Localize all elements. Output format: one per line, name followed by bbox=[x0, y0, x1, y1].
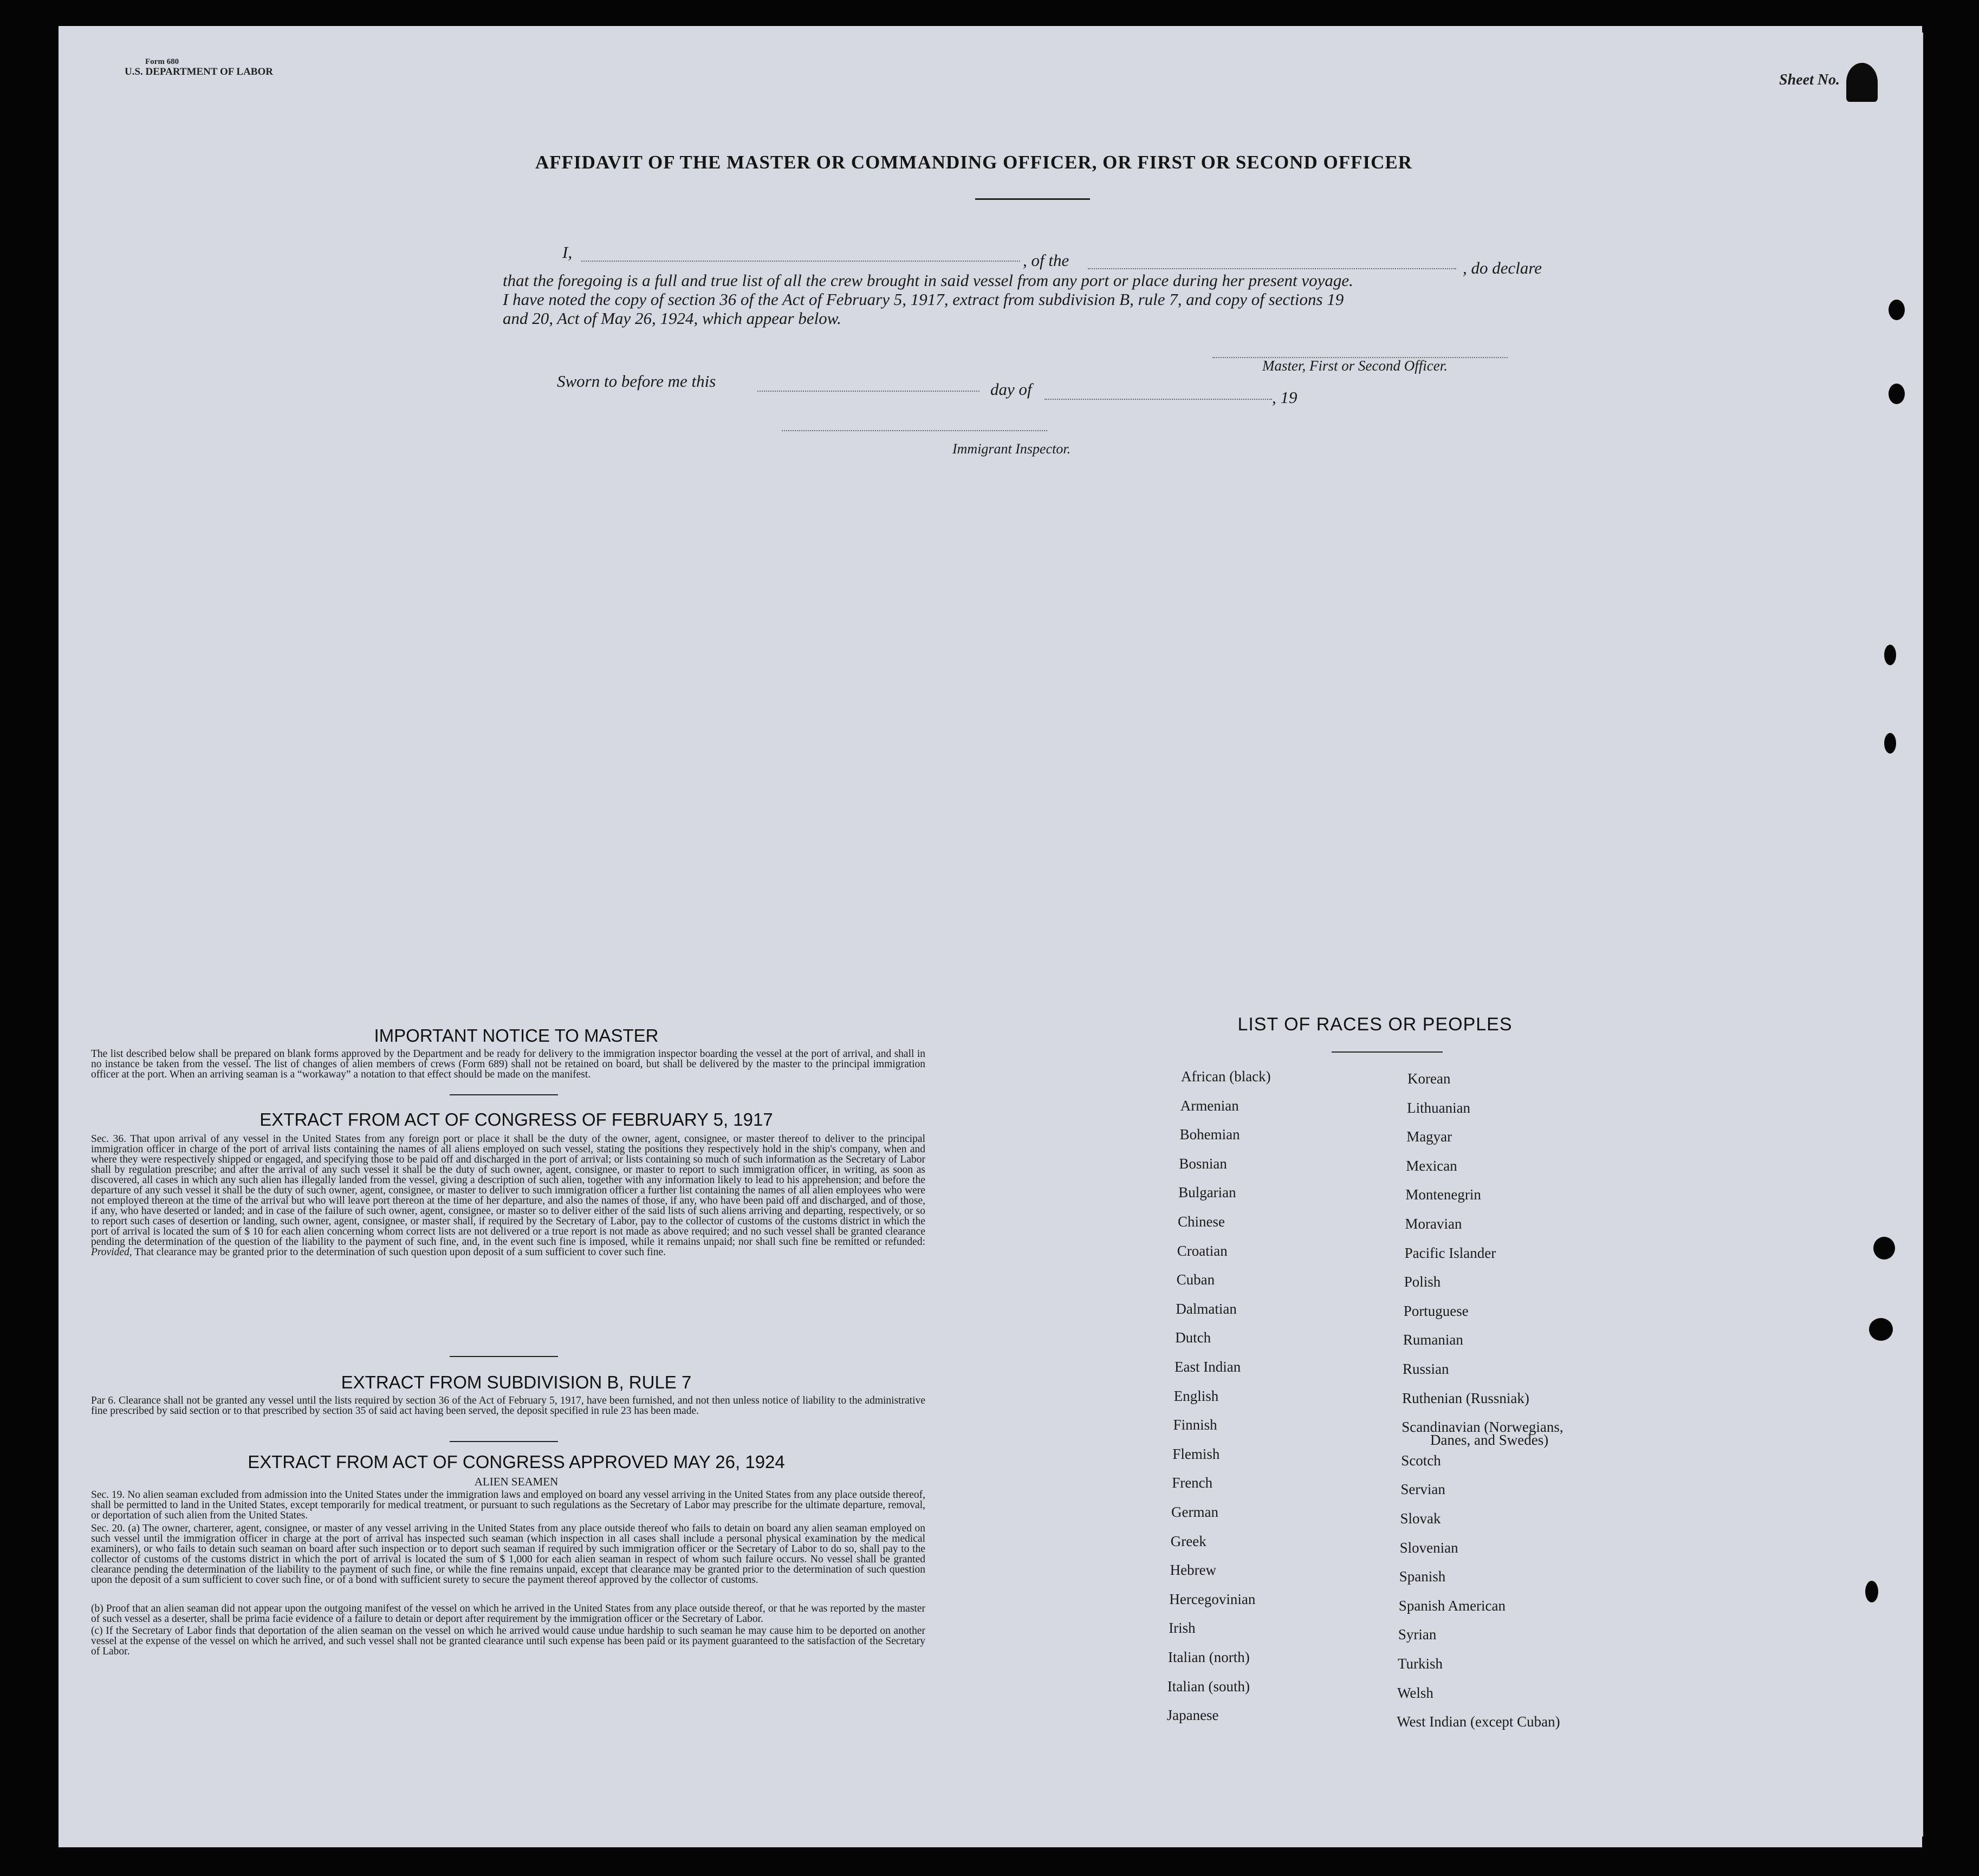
race-item: Dutch bbox=[1175, 1329, 1211, 1346]
sworn-month-field[interactable] bbox=[1044, 398, 1272, 400]
affidavit-of-the: , of the bbox=[1023, 251, 1069, 270]
extract-1917-rule bbox=[450, 1356, 558, 1357]
race-item: Bulgarian bbox=[1178, 1184, 1236, 1201]
race-item: Finnish bbox=[1173, 1417, 1217, 1433]
binder-hole bbox=[1873, 1237, 1895, 1260]
race-scandinavian-cont: Danes, and Swedes) bbox=[1430, 1432, 1549, 1448]
day-of: day of bbox=[990, 380, 1032, 399]
race-item: Lithuanian bbox=[1407, 1099, 1471, 1116]
sec-20a-text: Sec. 20. (a) The owner, charterer, agent, consignee, or master of any vessel arriving in the United States from any place outside thereof who fails to detain on board any alien seaman employed on such vessel until the immigration officer in charge at the port of arrival has inspected such seaman (which inspection in all cases shall include a personal physical examination by the medical examiners), or who fails to detain such seaman on board after such inspection or to deport such seaman if required by such immigration officer or the Secretary of Labor to do so, shall pay to the collector of customs of the customs district in which the port of arrival is located the sum of $ 1,000 for each alien seaman in respect of whom such failure occurs. No vessel shall be granted clearance pending the determination of the liability to the payment of such fine, or while the fine remains unpaid, except that clearance may be granted prior to the determination of such question upon the deposit of a sum sufficient to cover such fine, or of a bond with sufficient surety to secure the payment thereof approved by the collector of customs. bbox=[91, 1523, 925, 1586]
race-item: Turkish bbox=[1398, 1656, 1443, 1672]
notice-text: The list described below shall be prepared on blank forms approved by the Department and be ready for delivery to the immigration inspector boarding the vessel at the port of arrival, and shall in no instance be taken from the vessel. The list of changes of alien members of crews (Form 689) shall not be retained on board, but shall be delivered by the master to the principal immigration officer at the port. When an arriving seaman is a “workaway” a notation to that effect should be made on the manifest. bbox=[91, 1048, 925, 1080]
rule7-text: Par 6. Clearance shall not be granted any vessel until the lists required by section 36 of the Act of February 5, 1917, have been furnished, and not then unless notice of liability to the administrative fine prescribed by said section or to that prescribed by section 35 of said act having been served, the deposit specified in rule 23 has been made. bbox=[91, 1395, 925, 1417]
master-signature-label: Master, First or Second Officer. bbox=[1262, 358, 1448, 374]
race-item: Italian (south) bbox=[1167, 1678, 1250, 1695]
sec-20c-text: (c) If the Secretary of Labor finds that deportation of the alien seaman on the vessel on which he arrived would cause undue hardship to such seaman he may cause him to be deported on another vessel at the expense of the vessel on which he arrived, and such vessel shall not be granted clearance until such expense has been paid or its payment guaranteed to the satisfaction of the Secretary of Labor. bbox=[91, 1625, 925, 1657]
race-item: Polish bbox=[1404, 1274, 1441, 1290]
year-prefix: , 19 bbox=[1272, 388, 1297, 407]
race-item: Japanese bbox=[1166, 1707, 1219, 1724]
binder-hole bbox=[1869, 1318, 1893, 1341]
affidavit-do-declare: , do declare bbox=[1463, 258, 1542, 277]
form-number: Form 680 bbox=[145, 57, 179, 66]
race-item: Hebrew bbox=[1170, 1562, 1217, 1579]
sworn-prefix: Sworn to before me this bbox=[557, 372, 716, 391]
extract-1924-subtitle: ALIEN SEAMEN bbox=[474, 1475, 559, 1488]
binder-hole bbox=[1884, 733, 1896, 754]
binder-hole bbox=[1865, 1581, 1878, 1602]
race-item: Servian bbox=[1400, 1481, 1445, 1498]
race-item: Scotch bbox=[1401, 1452, 1441, 1469]
race-item: Chinese bbox=[1178, 1213, 1225, 1230]
affidavit-title: AFFIDAVIT OF THE MASTER OR COMMANDING OFFICER, OR FIRST OR SECOND OFFICER bbox=[535, 152, 1412, 173]
sheet-label: Sheet No. bbox=[1779, 72, 1840, 88]
affidavit-line-3: I have noted the copy of section 36 of the Act of February 5, 1917, extract from subdivision B, rule 7, and copy of sections 19 bbox=[503, 290, 1344, 309]
affidavit-line-2: that the foregoing is a full and true list of all the crew brought in said vessel from any port or place during her present voyage. bbox=[503, 271, 1353, 290]
sheet-number-mark bbox=[1846, 63, 1878, 102]
race-item: Armenian bbox=[1180, 1097, 1239, 1114]
title-rule bbox=[975, 198, 1090, 200]
extract-1924-title: EXTRACT FROM ACT OF CONGRESS APPROVED MAY 26, 1924 bbox=[248, 1452, 785, 1472]
race-item: Flemish bbox=[1172, 1445, 1220, 1462]
race-item: Spanish bbox=[1399, 1568, 1446, 1585]
races-title: LIST OF RACES OR PEOPLES bbox=[1237, 1014, 1513, 1035]
sec-20b-text: (b) Proof that an alien seaman did not appear upon the outgoing manifest of the vessel on which he arrived in the United States from any place outside thereof, or that he was reported by the master of such vessel as a deserter, shall be prima facie evidence of a failure to detain or deport after requirement by the immigration officer or the Secretary of Labor. bbox=[91, 1603, 925, 1625]
race-item: East Indian bbox=[1175, 1359, 1241, 1375]
race-item: Moravian bbox=[1405, 1216, 1462, 1232]
sec-19-text: Sec. 19. No alien seaman excluded from admission into the United States under the immigration laws and employed on board any vessel arriving in the United States from any place outside thereof, shall be permitted to land in the United States, except temporarily for medical treatment, or pursuant to such regulations as the Secretary of Labor may prescribe for the ultimate departure, removal, or deportation of such alien from the United States. bbox=[91, 1489, 925, 1521]
extract-1917-title: EXTRACT FROM ACT OF CONGRESS OF FEBRUARY 5, 1917 bbox=[259, 1109, 773, 1130]
race-item: Mexican bbox=[1406, 1157, 1457, 1174]
race-item: Pacific Islander bbox=[1404, 1244, 1496, 1261]
affidavit-line-4: and 20, Act of May 26, 1924, which appear below. bbox=[503, 309, 841, 328]
race-item: Montenegrin bbox=[1405, 1186, 1481, 1203]
race-item: Bohemian bbox=[1179, 1126, 1240, 1143]
race-item: Dalmatian bbox=[1176, 1300, 1237, 1317]
inspector-signature-field[interactable] bbox=[782, 430, 1047, 431]
inspector-label: Immigrant Inspector. bbox=[952, 441, 1071, 457]
binder-hole bbox=[1884, 645, 1896, 665]
rule7-rule bbox=[450, 1441, 558, 1442]
races-rule bbox=[1332, 1051, 1443, 1053]
race-item: Irish bbox=[1169, 1620, 1196, 1637]
race-item: Cuban bbox=[1176, 1271, 1215, 1288]
race-item: Scandinavian (Norwegians, bbox=[1401, 1419, 1563, 1436]
form-sheet bbox=[59, 26, 1922, 1847]
race-item: Magyar bbox=[1406, 1128, 1452, 1145]
race-item: West Indian (except Cuban) bbox=[1397, 1713, 1560, 1730]
race-item: Slovenian bbox=[1399, 1539, 1458, 1556]
notice-title: IMPORTANT NOTICE TO MASTER bbox=[374, 1025, 659, 1046]
name-field[interactable] bbox=[581, 260, 1020, 262]
binder-hole bbox=[1889, 384, 1905, 404]
vessel-field[interactable] bbox=[1088, 268, 1456, 269]
race-item: French bbox=[1172, 1475, 1213, 1491]
binder-hole bbox=[1889, 300, 1905, 320]
department-name: U.S. DEPARTMENT OF LABOR bbox=[125, 66, 273, 77]
race-item: Italian (north) bbox=[1168, 1649, 1250, 1665]
race-item: Syrian bbox=[1398, 1626, 1437, 1643]
rule7-title: EXTRACT FROM SUBDIVISION B, RULE 7 bbox=[341, 1372, 692, 1392]
race-item: Russian bbox=[1403, 1361, 1449, 1377]
race-item: German bbox=[1171, 1504, 1218, 1520]
race-item: Ruthenian (Russniak) bbox=[1402, 1390, 1529, 1406]
race-item: Spanish American bbox=[1398, 1597, 1506, 1614]
race-item: Hercegovinian bbox=[1169, 1591, 1256, 1607]
race-item: Greek bbox=[1170, 1533, 1206, 1549]
race-item: Welsh bbox=[1397, 1684, 1433, 1701]
affidavit-i: I, bbox=[562, 243, 573, 262]
race-item: Croatian bbox=[1177, 1242, 1228, 1259]
race-item: Portuguese bbox=[1403, 1302, 1469, 1319]
race-item: Bosnian bbox=[1179, 1155, 1227, 1172]
race-item: Slovak bbox=[1400, 1510, 1441, 1527]
race-item: English bbox=[1173, 1387, 1219, 1404]
sworn-day-field[interactable] bbox=[757, 390, 979, 392]
race-item: African (black) bbox=[1181, 1068, 1271, 1085]
race-item: Rumanian bbox=[1403, 1332, 1463, 1348]
race-item: Korean bbox=[1407, 1070, 1451, 1087]
extract-1917-text: Sec. 36. That upon arrival of any vessel in the United States from any foreign port or place it shall be the duty of the owner, agent, consignee, or master thereof to deliver to the principal immigration officer in charge of the port of arrival lists containing the names of all aliens employed on such vessel, stating the positions they respectively hold in the ship's company, when and where they were respectively shipped or engaged, and specifying those to be paid off and discharged in the port of arrival; or lists containing so much of such information as the Secretary of Labor shall by regulation prescribe; and after the arrival of any such vessel it shall be the duty of such owner, agent, consignee, or master to report to such immigration officer, in writing, as soon as discovered, all cases in which any such alien has illegally landed from the vessel, giving a description of such alien, together with any information likely to lead to his apprehension; and before the departure of any such vessel it shall be the duty of such owner, agent, consignee, or master to deliver to such immigration officer a further list containing the names of all alien employees who were not employed thereon at the time of the arrival but who will leave port thereon at the time of her departure, and also the names of those, if any, who have been paid off and discharged, and of those, if any, who have deserted or landed; and in case of the failure of such owner, agent, consignee, or master so to deliver either of the said lists of such aliens arriving and departing, respectively, or so to report such cases of desertion or landing, such owner, agent, consignee, or master shall, if required by the Secretary of Labor, pay to the collector of customs of the customs district in which the port of arrival is located the sum of $ 10 for each alien concerning whom correct lists are not delivered or a true report is not made as above required; and no such vessel shall be granted clearance pending the determination of the question of the liability to the payment of such fine, and, in the event such fine is imposed, while it remains unpaid; nor shall such fine be remitted or refunded: Provided, That clearance may be granted prior to the determination of such question upon deposit of a sum sufficient to cover such fine. bbox=[91, 1133, 925, 1258]
notice-rule bbox=[450, 1094, 558, 1095]
